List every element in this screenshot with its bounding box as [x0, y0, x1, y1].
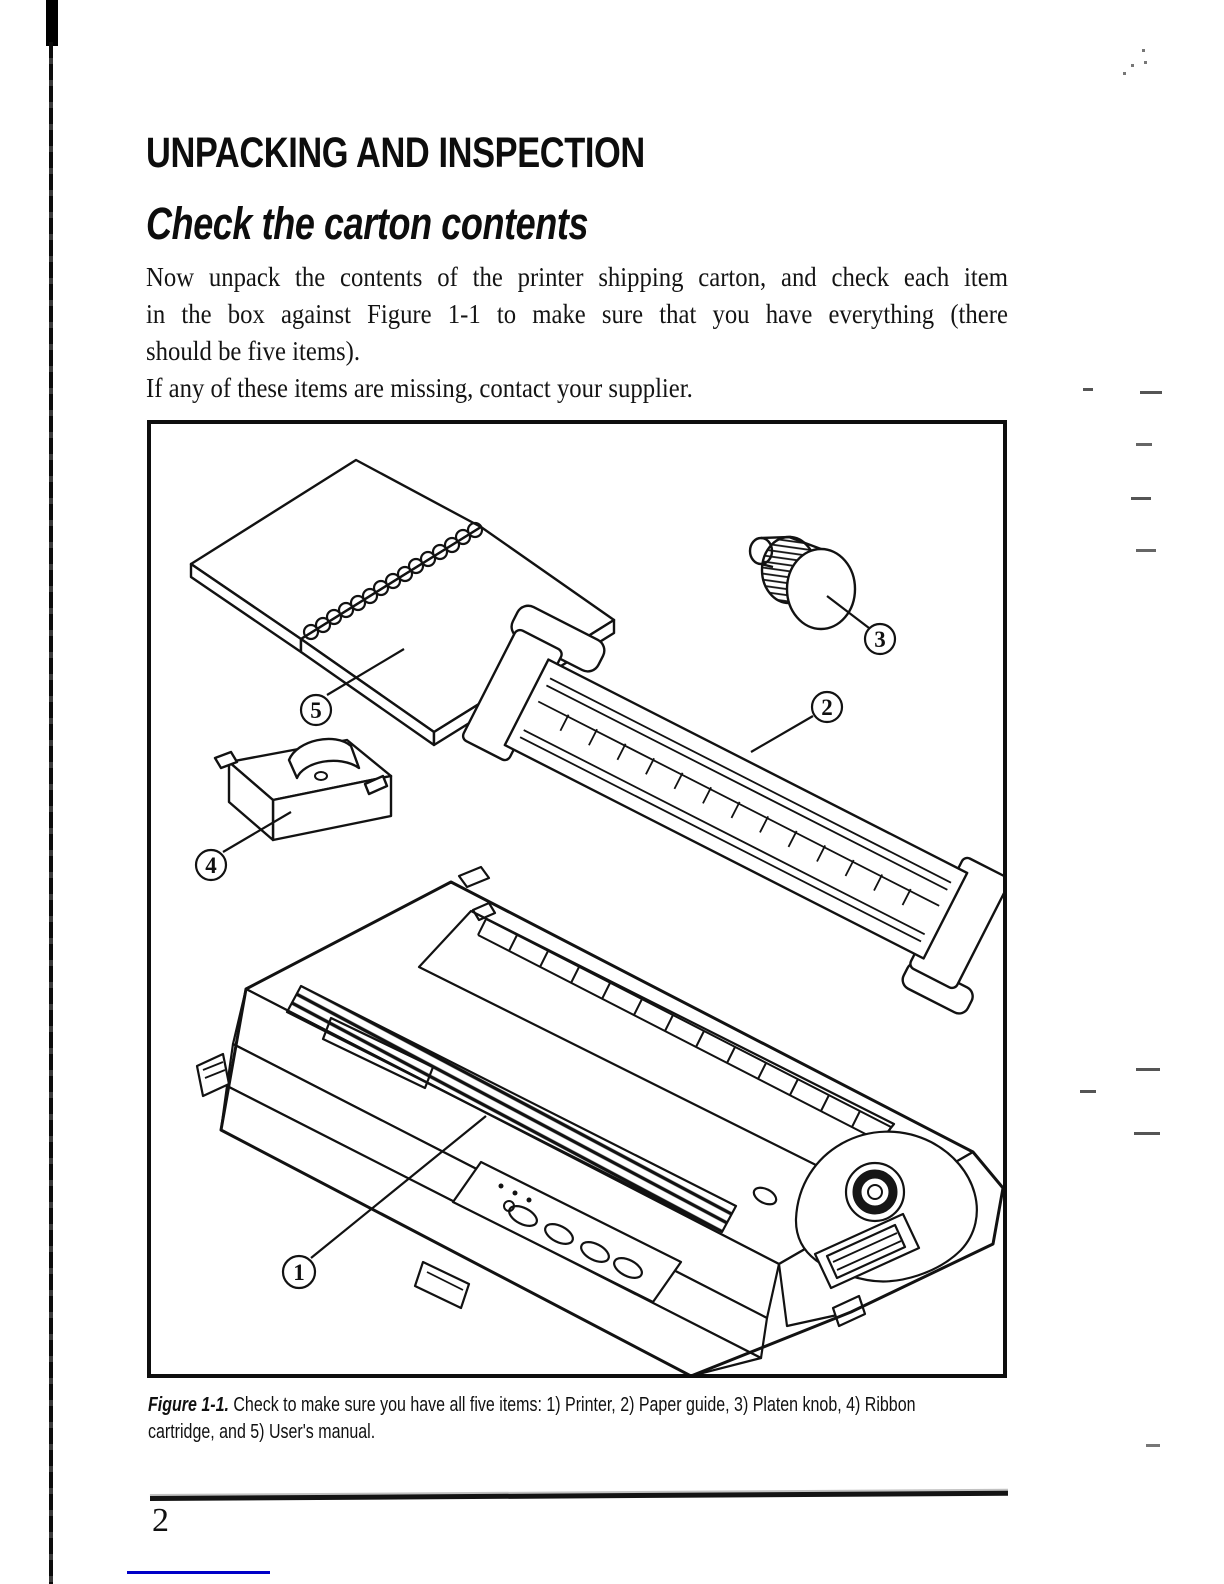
ribbon-cartridge-drawing: [215, 739, 391, 840]
intro-paragraph: [146, 259, 1008, 370]
paragraph-line: Now unpack the contents of the printer shipping carton, and check each item: [146, 262, 1008, 292]
scan-speck: [1142, 49, 1145, 52]
footer-rule: [150, 1491, 1008, 1501]
scan-blue-underline: [127, 1571, 270, 1574]
figure-caption-label: Figure 1-1.: [148, 1394, 229, 1416]
paragraph-line: should be five items).: [146, 336, 361, 366]
callout-number-2: 2: [821, 695, 833, 720]
printer-back-tab: [459, 867, 489, 887]
scan-dash: [1131, 497, 1151, 500]
figure-caption-line2: cartridge, and 5) User's manual.: [148, 1421, 376, 1443]
scan-binding-bar-top: [46, 0, 58, 46]
subsection-title: Check the carton contents: [146, 198, 589, 249]
figure-caption: [148, 1392, 915, 1446]
callout-number-5: 5: [310, 698, 322, 723]
power-switch: [197, 1054, 229, 1096]
scan-dash: [1146, 1444, 1160, 1447]
scan-speck: [1131, 64, 1134, 67]
callout-number-1: 1: [293, 1260, 305, 1285]
callout-number-3: 3: [874, 627, 886, 652]
paragraph-line: in the box against Figure 1-1 to make sure that you have everything (there: [146, 299, 1008, 329]
printer-front-tab: [415, 1262, 469, 1308]
page-number: 2: [152, 1502, 169, 1539]
scan-dash: [1136, 549, 1156, 552]
scan-dash: [1136, 443, 1152, 446]
scan-dash: [1136, 1068, 1160, 1071]
figure-1-1-box: [147, 420, 1007, 1378]
callout-number-4: 4: [205, 853, 217, 878]
platen-knob-drawing: [750, 537, 855, 629]
figure-caption-line1: Check to make sure you have all five items: 1) Printer, 2) Paper guide, 3) Platen knob, 4) Ribbon: [233, 1394, 916, 1416]
scan-dash: [1080, 1090, 1096, 1093]
scan-binding-bar: [49, 42, 53, 1584]
scan-dash: [1134, 1132, 1160, 1135]
scan-speck: [1123, 72, 1126, 75]
scan-speck: [1144, 61, 1147, 64]
section-title: UNPACKING AND INSPECTION: [146, 129, 645, 177]
printer-drawing: [197, 867, 1003, 1374]
supplier-note: If any of these items are missing, contact your supplier.: [146, 373, 693, 403]
scan-dash: [1083, 388, 1093, 391]
callout-2: [751, 692, 842, 752]
printer-platen-knob: [846, 1163, 904, 1221]
scan-dash: [1140, 391, 1162, 394]
figure-1-1-drawing: [151, 424, 1003, 1374]
